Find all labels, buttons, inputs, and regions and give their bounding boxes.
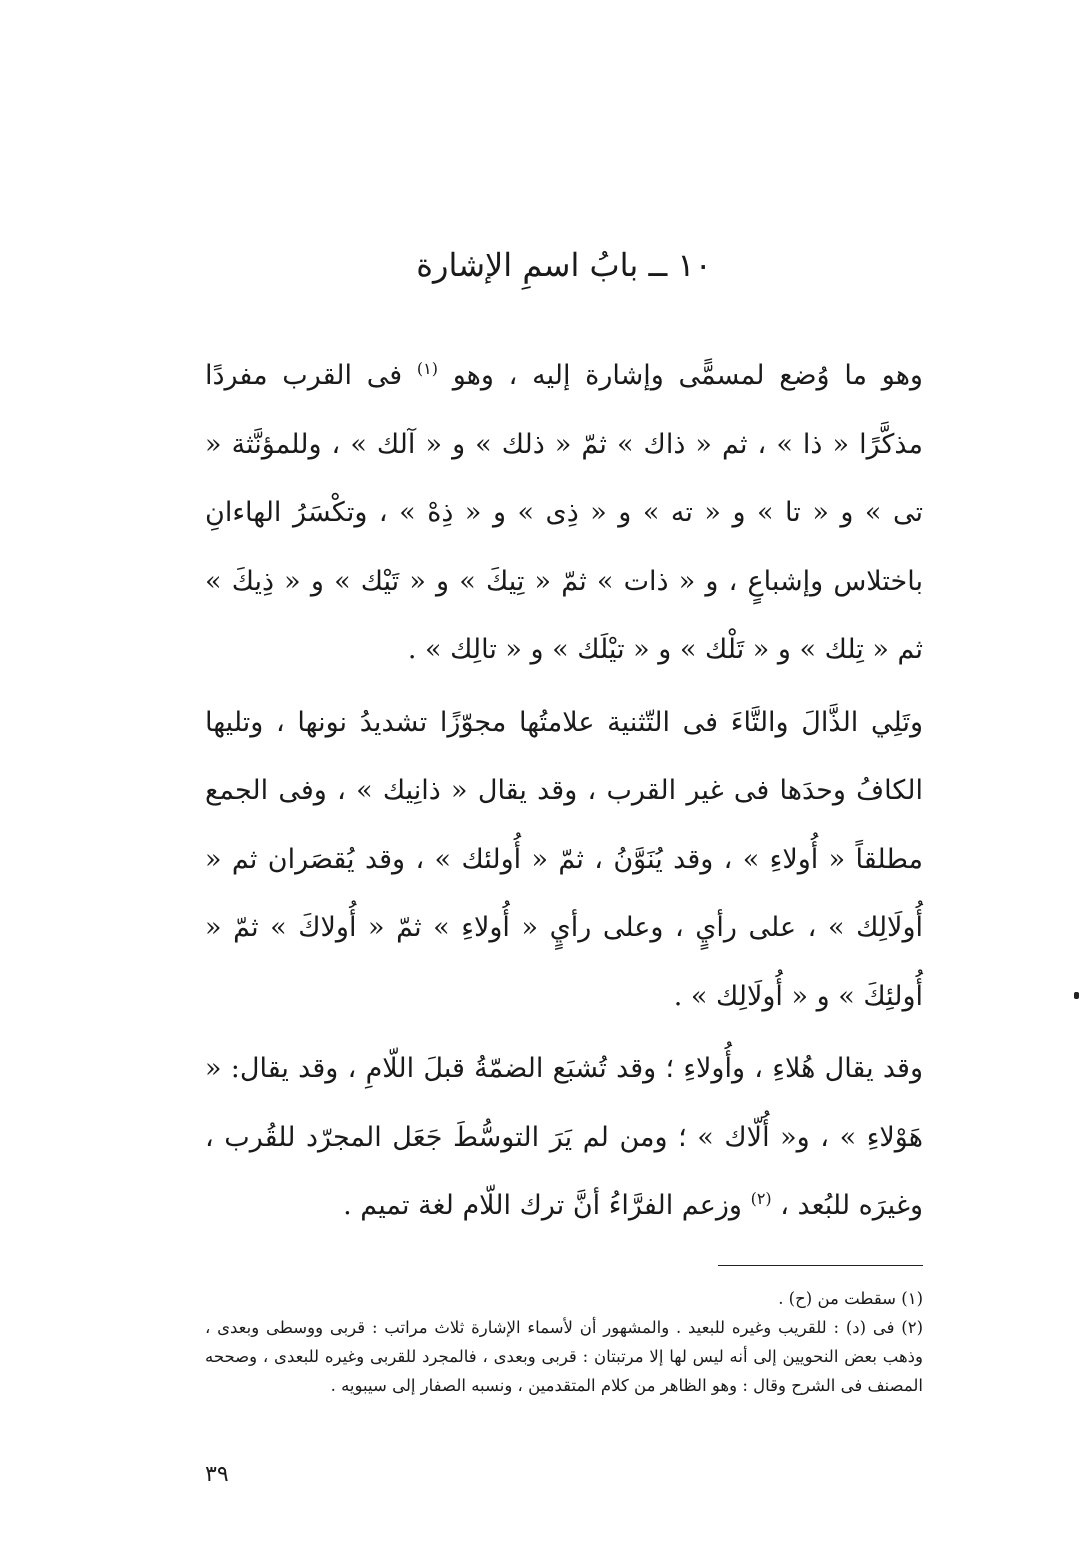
scan-edge-mark (1074, 992, 1079, 999)
footnote-ref-2: (٢) (750, 1189, 772, 1208)
book-page (205, 240, 923, 1400)
footnote-1: (١) سقطت من (ح) . (778, 1288, 923, 1308)
paragraph-1-text-end: فى القرب مفردًا مذكَّرًا « ذا » ، ثم « ذاك » ثمّ « ذلك » و « آلك » ، وللمؤنَّثة « تى » و « تا » و « ته » و « ذِى » و « ذِهْ » ، وتكْسَرُ الهاءانِ باختلاس وإشباعٍ ، و « ذات » ثمّ « تِيكَ » و « تَيْك » و « ذِيكَ » ثم « تِلك » و « تَلْك » و « تيْلَك » و « تالِك » . (205, 360, 923, 665)
paragraph-3-text-start: وقد يقال هُلاءِ ، وأُولاءِ ؛ وقد تُشبَع الضمّةُ قبلَ اللّامِ ، وقد يقال: « هَوْلاءِ » ، و« أُلّاك » ؛ ومن لم يَرَ التوسُّطَ جَعَل المجرّد للقُرب ، وغيرَه للبُعد ، (205, 1053, 923, 1221)
paragraph-1-text-start: وهو ما وُضع لمسمًّى وإشارة إليه ، وهو (452, 360, 923, 391)
footnote-divider (718, 1265, 923, 1266)
paragraph-1 (205, 342, 923, 685)
footnote-ref-1: (١) (416, 359, 438, 378)
paragraph-3-text-end: وزعم الفرَّاءُ أنَّ ترك اللّام لغة تميم . (343, 1190, 742, 1221)
chapter-title: ١٠ ــ بابُ اسمِ الإشارة (416, 246, 712, 284)
footnote-2: (٢) فى (د) : للقريب وغيره للبعيد . والمشهور أن لأسماء الإشارة ثلاث مراتب : قربى ووسطى وبعدى ، وذهب بعض النحويين إلى أنه ليس لها إلا مرتبتان : قربى وبعدى ، فالمجرد للقربى وغيره للبعدى ، وصححه المصنف فى الشرح وقال : وهو الظاهر من كلام المتقدمين ، ونسبه الصفار إلى سيبويه . (205, 1317, 923, 1395)
page-number: ٣٩ (205, 1462, 229, 1487)
paragraph-3 (205, 1035, 923, 1241)
paragraph-2: وتَلِي الذَّالَ والتَّاءَ فى التّثنية علامتُها مجوّزًا تشديدُ نونها ، وتليها الكافُ وحدَها فى غير القرب ، وقد يقال « ذانِيك » ، وفى الجمع مطلقاً « أُولاءِ » ، وقد يُنَوَّنُ ، ثمّ « أُولئك » ، وقد يُقصَران ثم « أُولَالِك » ، على رأيٍ ، وعلى رأيٍ « أُولاءِ » ثمّ « أُولاكَ » ثمّ « أُولئِكَ » و « أُولَالِك » . (205, 706, 923, 1012)
